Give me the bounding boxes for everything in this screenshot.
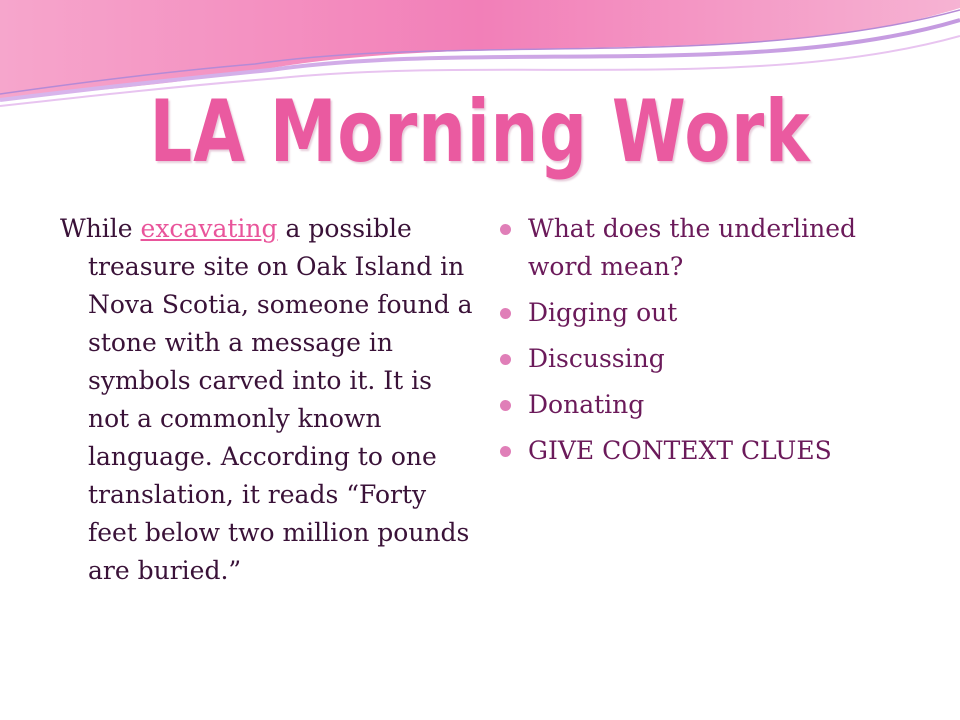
bullet-dot-icon [500, 354, 511, 365]
passage-text [60, 210, 480, 590]
bullet-context-clues [498, 432, 918, 470]
bullet-label: Discussing [528, 344, 665, 373]
question-column [498, 210, 918, 478]
bullet-dot-icon [500, 400, 511, 411]
bullet-label: GIVE CONTEXT CLUES [528, 436, 832, 465]
passage-after: a possible treasure site on Oak Island in Nova Scotia, someone found a stone with a message in symbols carved into it. It is not a commonly known language. According to one translation, it reads “Forty feet below two million pounds are buried.” [88, 214, 473, 585]
page-title: LA Morning Work [149, 82, 811, 182]
bullet-question [498, 210, 918, 286]
bullet-dot-icon [500, 308, 511, 319]
bullet-option-digging-out [498, 294, 918, 332]
bullet-dot-icon [500, 224, 511, 235]
bullet-dot-icon [500, 446, 511, 457]
passage-column [60, 210, 480, 590]
bullet-label: Donating [528, 390, 645, 419]
bullet-list [498, 210, 918, 470]
underlined-word: excavating [140, 214, 278, 243]
bullet-label: What does the underlined word mean? [528, 214, 857, 281]
passage-before: While [60, 214, 141, 243]
bullet-option-discussing [498, 340, 918, 378]
bullet-option-donating [498, 386, 918, 424]
bullet-label: Digging out [528, 298, 678, 327]
